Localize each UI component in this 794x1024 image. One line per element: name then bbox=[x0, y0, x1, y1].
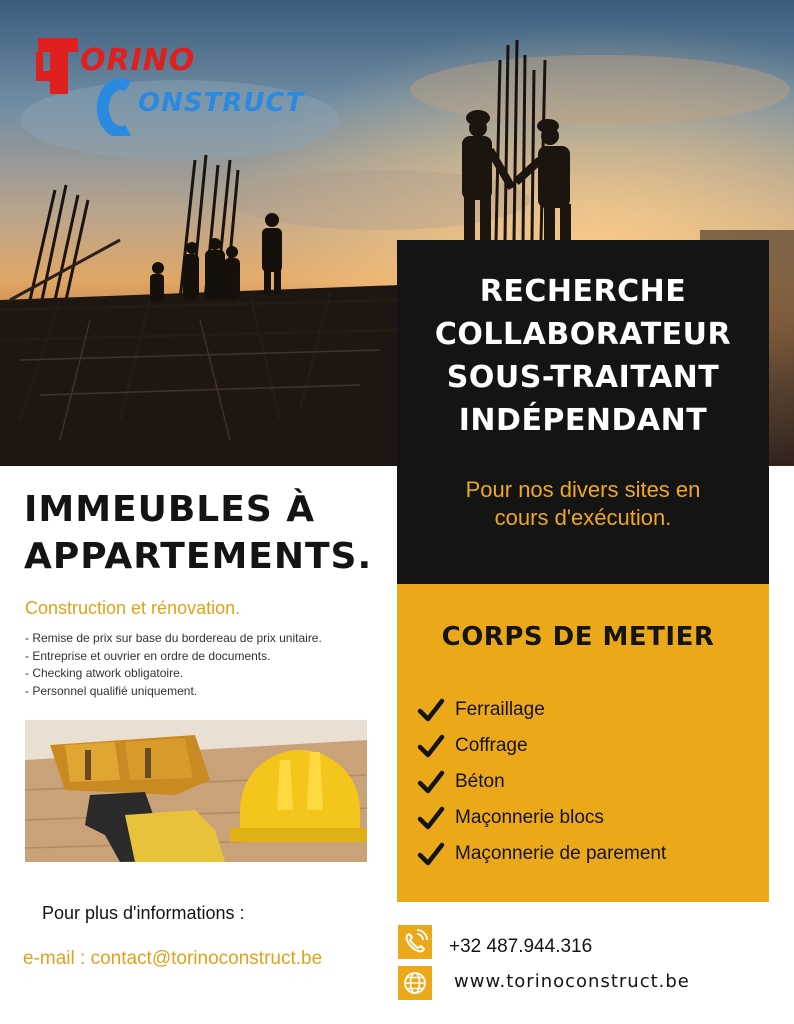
trades-list bbox=[417, 692, 666, 872]
recruitment-subline bbox=[397, 476, 769, 532]
email-contact bbox=[23, 948, 322, 970]
checkmark-icon bbox=[417, 768, 445, 796]
subline-line: cours d'exécution. bbox=[494, 505, 672, 530]
list-item: - Personnel qualifié uniquement. bbox=[25, 683, 198, 698]
list-item bbox=[417, 800, 666, 836]
email-label: e-mail : bbox=[23, 948, 86, 969]
email-link[interactable]: contact@torinoconstruct.be bbox=[90, 948, 323, 969]
services-subtitle: Construction et rénovation. bbox=[25, 598, 241, 618]
subline-line: Pour nos divers sites en bbox=[465, 477, 701, 502]
checkmark-icon bbox=[417, 840, 445, 868]
logo-line1: ORINO bbox=[80, 43, 196, 78]
headline-line: RECHERCHE bbox=[479, 274, 687, 309]
title-line: IMMEUBLES À bbox=[24, 489, 316, 530]
list-item bbox=[417, 764, 666, 800]
logo-line2: ONSTRUCT bbox=[138, 88, 305, 118]
trade-label: Coffrage bbox=[455, 735, 528, 756]
globe-icon bbox=[398, 966, 432, 1000]
trade-label: Maçonnerie blocs bbox=[455, 807, 604, 828]
checkmark-icon bbox=[417, 732, 445, 760]
page-title bbox=[24, 486, 372, 580]
logo-mark bbox=[36, 36, 336, 136]
phone-icon bbox=[398, 925, 432, 959]
trade-label: Béton bbox=[455, 771, 505, 792]
trades-panel bbox=[397, 584, 769, 902]
trade-label: Ferraillage bbox=[455, 699, 545, 720]
list-item: - Checking atwork obligatoire. bbox=[25, 666, 184, 680]
headline-line: INDÉPENDANT bbox=[458, 403, 708, 438]
checkmark-icon bbox=[417, 696, 445, 724]
tool-belt-helmet-image bbox=[25, 720, 367, 862]
headline-line: COLLABORATEUR bbox=[434, 317, 732, 352]
list-item bbox=[417, 692, 666, 728]
list-item bbox=[417, 836, 666, 872]
company-logo bbox=[36, 36, 336, 136]
trade-label: Maçonnerie de parement bbox=[455, 843, 667, 864]
tools-photo bbox=[25, 720, 367, 862]
list-item: - Remise de prix sur base du bordereau de prix unitaire. bbox=[25, 631, 322, 645]
headline-line: SOUS-TRAITANT bbox=[446, 360, 720, 395]
more-info-label: Pour plus d'informations : bbox=[42, 903, 245, 923]
list-item bbox=[417, 728, 666, 764]
list-item: - Entreprise et ouvrier en ordre de documents. bbox=[25, 648, 271, 663]
recruitment-headline bbox=[397, 270, 769, 442]
phone-number[interactable]: +32 487.944.316 bbox=[449, 936, 593, 957]
trades-title: CORPS DE METIER bbox=[441, 622, 715, 652]
title-line: APPARTEMENTS. bbox=[24, 536, 373, 577]
requirements-list bbox=[25, 630, 322, 700]
checkmark-icon bbox=[417, 804, 445, 832]
website-link[interactable]: www.torinoconstruct.be bbox=[454, 971, 690, 992]
recruitment-panel bbox=[397, 240, 769, 584]
